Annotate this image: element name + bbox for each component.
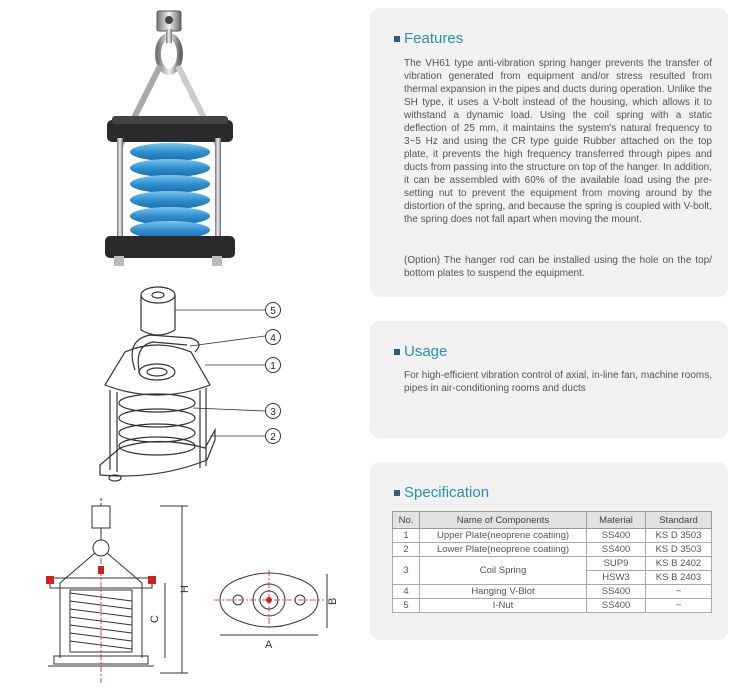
cell-no: 5 bbox=[393, 599, 420, 613]
cell-standard: KS D 3503 bbox=[646, 543, 712, 557]
bullet-square-icon bbox=[394, 36, 400, 42]
cell-no: 3 bbox=[393, 557, 420, 585]
cell-material: SS400 bbox=[587, 599, 646, 613]
cell-standard: − bbox=[646, 599, 712, 613]
col-standard: Standard bbox=[646, 512, 712, 529]
callout-5: 5 bbox=[270, 306, 276, 317]
table-row bbox=[393, 543, 712, 557]
usage-title: Usage bbox=[404, 343, 448, 360]
specification-heading bbox=[394, 484, 489, 501]
cell-no: 4 bbox=[393, 585, 420, 599]
features-paragraph-1: The VH61 type anti-vibration spring hanger prevents the transfer of vibration generated from equipment and/or stress resulted from thermal expansion in the pipes and ducts during operation. Unlike the SH type, it uses a V-bolt instead of the housing, which allows it to withstand a dynamic load. Using the coil spring with a static deflection of 25 mm, it maintains the system's natural frequency to 3~5 Hz and using the CR type guide Rubber attached on the top plate, it prevents the high frequency transferred through pipes and ducts from passing into the structure on top of the hanger. In addition, it can be assembled with 60% of the available load using the pre-setting nut to prevent the equipment from moving around by the distortion of the spring, and because the spring is coupled with V-bolt, the spring does not fall apart when moving the mount. bbox=[404, 58, 712, 225]
cell-name: Hanging V-Blot bbox=[420, 585, 587, 599]
features-title: Features bbox=[404, 30, 464, 47]
cell-no: 2 bbox=[393, 543, 420, 557]
cell-material: HSW3 bbox=[587, 571, 646, 585]
specification-title: Specification bbox=[404, 484, 490, 501]
cell-name: Upper Plate(neoprene coatiing) bbox=[420, 529, 587, 543]
bullet-square-icon bbox=[394, 349, 400, 355]
cell-standard: − bbox=[646, 585, 712, 599]
cell-no: 1 bbox=[393, 529, 420, 543]
callout-1: 1 bbox=[270, 361, 276, 372]
dim-a-label: A bbox=[265, 639, 273, 651]
features-paragraph-2: (Option) The hanger rod can be installed using the hole on the top/ bottom plates to suspend the equipment. bbox=[404, 255, 712, 279]
col-no: No. bbox=[393, 512, 420, 529]
cell-name: Lower Plate(neoprene coatiing) bbox=[420, 543, 587, 557]
features-panel bbox=[370, 8, 728, 297]
bullet-square-icon bbox=[394, 490, 400, 496]
cell-material: SS400 bbox=[587, 585, 646, 599]
table-header-row bbox=[393, 512, 712, 529]
callout-4: 4 bbox=[270, 333, 276, 344]
dim-c-label: C bbox=[149, 615, 161, 623]
table-row bbox=[393, 585, 712, 599]
dim-h-label: H bbox=[179, 585, 191, 593]
cell-material: SS400 bbox=[587, 529, 646, 543]
product-photo bbox=[100, 8, 250, 273]
table-row bbox=[393, 529, 712, 543]
dim-b-label: B bbox=[327, 597, 339, 605]
cell-material: SS400 bbox=[587, 543, 646, 557]
component-diagram bbox=[95, 280, 290, 490]
dimension-drawing-front bbox=[40, 498, 200, 683]
table-row bbox=[393, 599, 712, 613]
cell-standard: KS B 2402 bbox=[646, 557, 712, 571]
callout-3: 3 bbox=[270, 407, 276, 418]
coil-spring bbox=[130, 143, 210, 239]
cell-standard: KS B 2403 bbox=[646, 571, 712, 585]
table-row bbox=[393, 557, 712, 571]
dimension-drawing-top bbox=[212, 560, 342, 660]
col-name: Name of Components bbox=[420, 512, 587, 529]
usage-panel bbox=[370, 321, 728, 438]
specification-table bbox=[392, 511, 712, 613]
cell-material: SUP9 bbox=[587, 557, 646, 571]
features-heading bbox=[394, 30, 463, 47]
cell-name: Coil Spring bbox=[420, 557, 587, 585]
cell-name: I-Nut bbox=[420, 599, 587, 613]
col-material: Material bbox=[587, 512, 646, 529]
cell-standard: KS D 3503 bbox=[646, 529, 712, 543]
usage-heading bbox=[394, 343, 447, 360]
usage-text: For high-efficient vibration control of axial, in-line fan, machine rooms, pipes in air-conditioning rooms and ducts bbox=[404, 370, 712, 394]
specification-panel bbox=[370, 462, 728, 640]
callout-2: 2 bbox=[270, 432, 276, 443]
